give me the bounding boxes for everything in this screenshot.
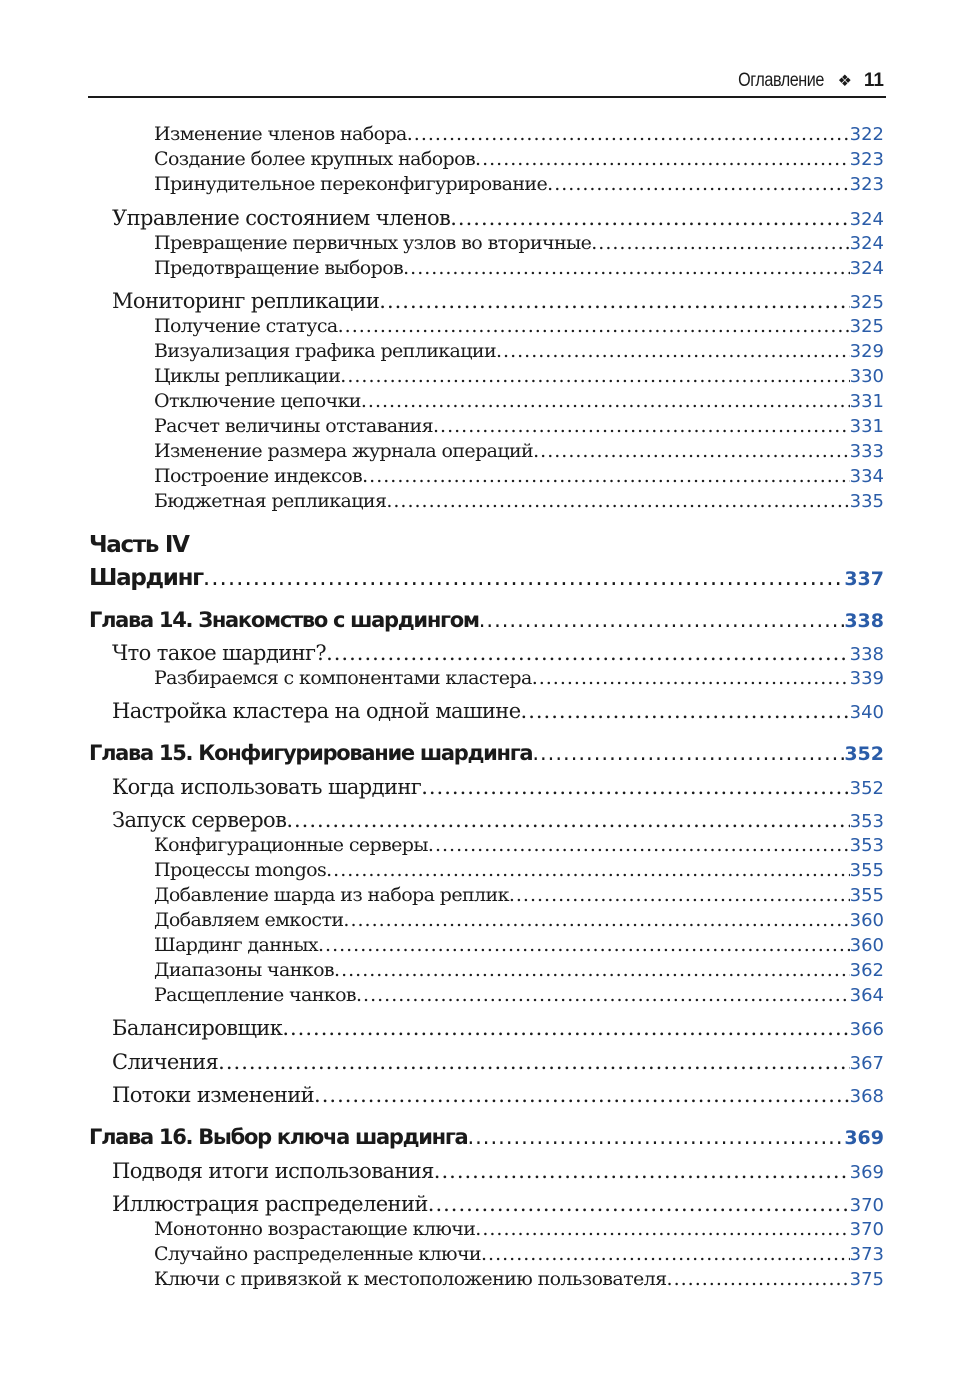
toc-entry-title: Конфигурационные серверы	[154, 834, 428, 856]
toc-entry[interactable]	[154, 388, 884, 414]
toc-entry-title: Иллюстрация распределений	[112, 1192, 428, 1216]
toc-entry-title: Превращение первичных узлов во вторичные	[154, 232, 592, 254]
toc-entry-page: 362	[849, 960, 884, 981]
dot-leader	[467, 1124, 844, 1150]
toc-entry-page: 337	[844, 568, 884, 590]
toc-entry[interactable]	[112, 1158, 884, 1184]
toc-entry[interactable]	[154, 338, 884, 364]
dot-leader	[591, 230, 849, 256]
toc-entry[interactable]	[112, 1049, 884, 1075]
dot-leader	[338, 313, 850, 339]
dot-leader	[340, 363, 849, 389]
toc-entry-page: 330	[849, 366, 884, 387]
dot-leader	[509, 882, 850, 908]
toc-entry-page: 360	[849, 910, 884, 931]
running-header	[88, 66, 886, 98]
toc-entry-title: Сличения	[112, 1050, 219, 1074]
toc-entry-page: 364	[849, 985, 884, 1006]
toc-entry-title: Диапазоны чанков	[154, 959, 335, 981]
toc-entry[interactable]	[154, 665, 884, 691]
toc-entry-page: 322	[849, 124, 884, 145]
toc-entry[interactable]	[112, 1082, 884, 1108]
toc-entry[interactable]	[112, 698, 884, 724]
toc-entry-title: Глава 14. Знакомство с шардингом	[89, 608, 479, 632]
toc-entry-page: 339	[849, 668, 884, 689]
toc-entry[interactable]	[154, 957, 884, 983]
dot-leader	[403, 255, 850, 281]
toc-entry[interactable]	[154, 907, 884, 933]
toc-entry-page: 325	[849, 316, 884, 337]
toc-entry-page: 375	[849, 1269, 884, 1290]
toc-entry-page: 352	[844, 743, 884, 765]
dot-leader	[318, 932, 850, 958]
toc-entry[interactable]	[89, 607, 884, 633]
dot-leader	[286, 807, 849, 833]
dot-leader	[496, 338, 850, 364]
toc-entry[interactable]	[154, 832, 884, 858]
toc-entry-title: Предотвращение выборов	[154, 257, 404, 279]
toc-entry-title: Добавление шарда из набора реплик	[154, 884, 509, 906]
toc-entry-title: Расчет величины отставания	[154, 415, 434, 437]
toc-entry-page: 323	[849, 174, 884, 195]
toc-entry-title: Добавляем емкости	[154, 909, 344, 931]
part-label: Часть IV	[89, 532, 189, 558]
toc-entry-page: 353	[849, 835, 884, 856]
toc-entry[interactable]	[154, 230, 884, 256]
toc-entry[interactable]	[154, 982, 884, 1008]
dot-leader	[356, 982, 850, 1008]
header-title: Оглавление	[737, 70, 824, 91]
toc-entry-page: 331	[849, 391, 884, 412]
toc-entry-title: Мониторинг репликации	[112, 289, 380, 313]
toc-entry[interactable]	[89, 740, 884, 766]
toc-entry-page: 324	[849, 233, 884, 254]
dot-leader	[667, 1266, 850, 1292]
toc-entry[interactable]	[154, 438, 884, 464]
toc-entry-title: Что такое шардинг?	[112, 641, 327, 665]
toc-entry-page: 324	[849, 209, 884, 230]
toc-entry-page: 325	[849, 292, 884, 313]
toc-entry-page: 369	[849, 1162, 884, 1183]
toc-entry[interactable]	[154, 121, 884, 147]
toc-entry-page: 352	[849, 778, 884, 799]
toc-entry[interactable]	[154, 463, 884, 489]
toc-entry-page: 323	[849, 149, 884, 170]
dot-leader	[421, 774, 849, 800]
toc-entry-page: 373	[849, 1244, 884, 1265]
toc-entry-title: Получение статуса	[154, 315, 338, 337]
toc-entry-title: Создание более крупных наборов	[154, 148, 476, 170]
toc-entry[interactable]	[154, 1266, 884, 1292]
toc-entry-title: Шардинг данных	[154, 934, 318, 956]
dot-leader	[428, 1191, 850, 1217]
toc-entry-page: 370	[849, 1219, 884, 1240]
dot-leader	[334, 957, 850, 983]
toc-entry-title: Потоки изменений	[112, 1083, 315, 1107]
toc-entry-title: Балансировщик	[112, 1016, 283, 1040]
dot-leader	[533, 438, 850, 464]
dot-leader	[475, 1216, 849, 1242]
toc-entry[interactable]	[112, 1191, 884, 1217]
dot-leader	[532, 740, 844, 766]
toc-entry[interactable]	[89, 565, 884, 591]
toc-entry-title: Расщепление чанков	[154, 984, 357, 1006]
toc-entry-page: 340	[849, 702, 884, 723]
toc-entry-page: 334	[849, 466, 884, 487]
toc-entry-page: 324	[849, 258, 884, 279]
toc-entry[interactable]	[154, 255, 884, 281]
dot-leader	[379, 288, 849, 314]
toc-entry-page: 368	[849, 1086, 884, 1107]
dot-leader	[407, 121, 850, 147]
toc-entry-title: Принудительное переконфигурирование	[154, 173, 548, 195]
toc-entry[interactable]	[112, 807, 884, 833]
dot-leader	[326, 857, 850, 883]
dot-leader	[481, 1241, 850, 1267]
toc-entry-page: 367	[849, 1053, 884, 1074]
toc-entry-title: Шардинг	[89, 565, 203, 591]
toc-entry[interactable]	[89, 1124, 884, 1150]
toc-entry-title: Когда использовать шардинг	[112, 775, 422, 799]
toc-entry[interactable]	[112, 205, 884, 231]
toc-entry-page: 355	[849, 860, 884, 881]
toc-entry-title: Процессы mongos	[154, 859, 327, 881]
toc-entry[interactable]	[112, 288, 884, 314]
dot-leader	[203, 565, 844, 591]
dot-leader	[479, 607, 845, 633]
toc-entry[interactable]	[112, 640, 884, 666]
toc-entry[interactable]	[154, 1241, 884, 1267]
toc-entry-page: 329	[849, 341, 884, 362]
toc-entry-title: Ключи с привязкой к местоположению пользователя	[154, 1268, 667, 1290]
toc-entry-title: Отключение цепочки	[154, 390, 361, 412]
dot-leader	[521, 698, 850, 724]
toc-entry-page: 335	[849, 491, 884, 512]
dot-leader	[314, 1082, 850, 1108]
dot-leader	[547, 171, 849, 197]
toc-entry-page: 366	[849, 1019, 884, 1040]
dot-leader	[343, 907, 849, 933]
toc-entry-title: Подводя итоги использования	[112, 1159, 434, 1183]
toc-entry-title: Изменение размера журнала операций	[154, 440, 534, 462]
toc-entry-page: 353	[849, 811, 884, 832]
toc-entry-title: Случайно распределенные ключи	[154, 1243, 481, 1265]
dot-leader	[282, 1015, 849, 1041]
dot-leader	[434, 1158, 850, 1184]
toc-entry-title: Глава 15. Конфигурирование шардинга	[89, 741, 533, 765]
toc-entry-page: 338	[849, 644, 884, 665]
dot-leader	[428, 832, 850, 858]
toc-entry-page: 331	[849, 416, 884, 437]
header-page-number: 11	[863, 70, 884, 91]
toc-entry[interactable]	[112, 774, 884, 800]
dot-leader	[433, 413, 850, 439]
toc-entry[interactable]	[154, 882, 884, 908]
toc-entry-title: Разбираемся с компонентами кластера	[154, 667, 532, 689]
toc-entry[interactable]	[154, 1216, 884, 1242]
toc-entry[interactable]	[154, 932, 884, 958]
toc-entry[interactable]	[112, 1015, 884, 1041]
toc-entry-title: Глава 16. Выбор ключа шардинга	[89, 1125, 468, 1149]
toc-entry[interactable]	[154, 413, 884, 439]
toc-entry-page: 338	[844, 610, 884, 632]
toc-entry[interactable]	[154, 313, 884, 339]
toc-entry-title: Изменение членов набора	[154, 123, 407, 145]
dot-leader	[218, 1049, 849, 1075]
toc-entry-title: Управление состоянием членов	[112, 206, 451, 230]
toc-entry[interactable]	[154, 857, 884, 883]
toc-entry-page: 333	[849, 441, 884, 462]
dot-leader	[450, 205, 849, 231]
toc-entry-page: 370	[849, 1195, 884, 1216]
toc-entry[interactable]	[154, 171, 884, 197]
toc-entry-page: 355	[849, 885, 884, 906]
ornament-icon: ❖	[837, 73, 852, 90]
dot-leader	[532, 665, 850, 691]
toc-entry-title: Построение индексов	[154, 465, 363, 487]
dot-leader	[475, 146, 850, 172]
toc-entry-title: Настройка кластера на одной машине	[112, 699, 521, 723]
toc-entry-title: Запуск серверов	[112, 808, 287, 832]
toc-entry[interactable]	[154, 363, 884, 389]
toc-entry-title: Циклы репликации	[154, 365, 341, 387]
toc-entry[interactable]	[154, 146, 884, 172]
toc-entry[interactable]	[154, 488, 884, 514]
dot-leader	[362, 463, 850, 489]
toc-entry-title: Бюджетная репликация	[154, 490, 387, 512]
dot-leader	[326, 640, 850, 666]
toc-entry-title: Визуализация графика репликации	[154, 340, 497, 362]
dot-leader	[361, 388, 850, 414]
toc-entry-title: Монотонно возрастающие ключи	[154, 1218, 476, 1240]
toc-entry-page: 360	[849, 935, 884, 956]
dot-leader	[386, 488, 849, 514]
toc-entry-page: 369	[844, 1127, 884, 1149]
